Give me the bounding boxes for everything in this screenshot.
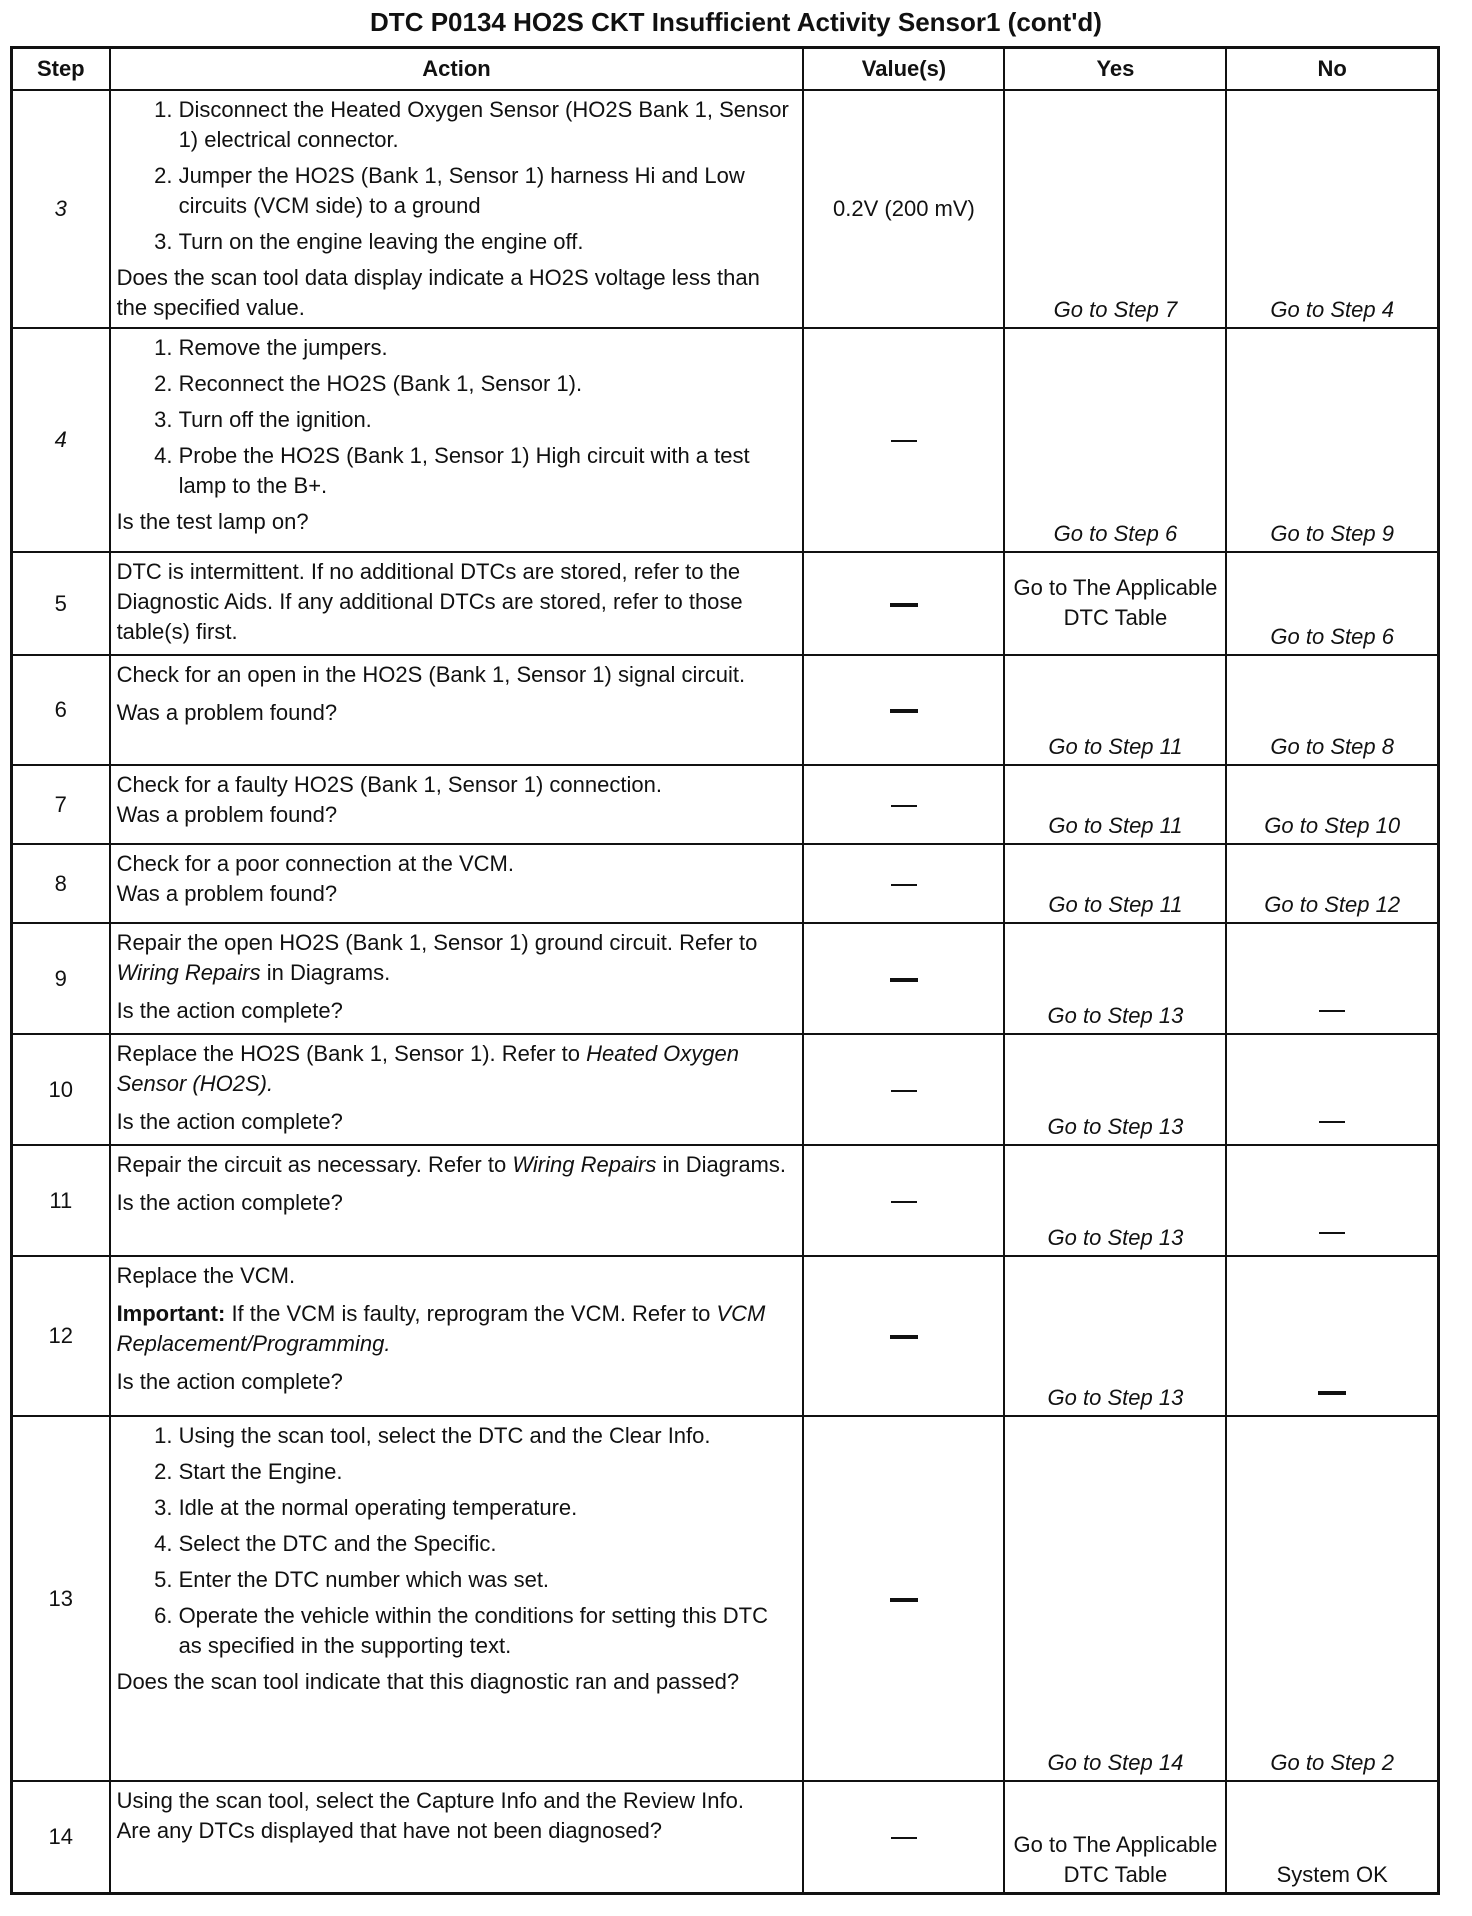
action-text: Check for an open in the HO2S (Bank 1, Sensor 1) signal circuit. (116, 662, 746, 687)
table-header-row (12, 48, 1439, 91)
dash-mark (891, 1201, 917, 1203)
value-cell (803, 844, 1004, 923)
yes-cell: Go to Step 13 (1004, 923, 1226, 1034)
action-list-item: 3. Idle at the normal operating temperature. (179, 1493, 797, 1523)
action-text-part: Repair the open HO2S (Bank 1, Sensor 1) ground circuit. Refer to (116, 930, 758, 955)
yes-cell: Go to Step 11 (1004, 765, 1226, 844)
important-text: If the VCM is faulty, reprogram the VCM. Refer to (225, 1301, 717, 1326)
action-question: Does the scan tool data display indicate a HO2S voltage less than the specified value. (116, 265, 760, 320)
table-row (12, 923, 1439, 1034)
action-text: Replace the VCM. (116, 1263, 296, 1288)
value-cell (803, 328, 1004, 552)
step-number: 14 (12, 1781, 110, 1893)
table-row (12, 1145, 1439, 1256)
action-text-part: in Diagrams. (656, 1152, 786, 1177)
action-question: Is the action complete? (116, 1109, 343, 1134)
action-list-item: 1. Using the scan tool, select the DTC and the Clear Info. (179, 1421, 797, 1451)
step-number: 3 (12, 90, 110, 328)
step-number: 10 (12, 1034, 110, 1145)
action-text-part: Repair the circuit as necessary. Refer to (116, 1152, 513, 1177)
yes-cell: Go to Step 6 (1004, 328, 1226, 552)
step-number: 8 (12, 844, 110, 923)
no-cell (1226, 1256, 1438, 1416)
table-row (12, 552, 1439, 655)
no-cell (1226, 1034, 1438, 1145)
action-cell (110, 765, 804, 844)
action-question: Are any DTCs displayed that have not been diagnosed? (116, 1818, 663, 1843)
table-row (12, 1781, 1439, 1893)
dash-mark (890, 1598, 918, 1602)
dash-mark (1319, 1010, 1345, 1012)
reference-link[interactable]: Wiring Repairs (512, 1152, 657, 1177)
reference-link[interactable]: Heated Oxygen Sensor (HO2S). (116, 1041, 739, 1096)
dash-mark (891, 1090, 917, 1092)
action-cell (110, 328, 804, 552)
no-cell: Go to Step 8 (1226, 655, 1438, 765)
value-cell (803, 765, 1004, 844)
no-cell: Go to Step 10 (1226, 765, 1438, 844)
dash-mark (891, 884, 917, 886)
table-row (12, 765, 1439, 844)
action-text: Check for a poor connection at the VCM. (116, 851, 514, 876)
yes-cell: Go to Step 7 (1004, 90, 1226, 328)
action-cell (110, 655, 804, 765)
dash-mark (890, 978, 918, 982)
yes-cell: Go to Step 13 (1004, 1034, 1226, 1145)
action-list-item: 2. Jumper the HO2S (Bank 1, Sensor 1) harness Hi and Low circuits (VCM side) to a ground (179, 161, 797, 221)
action-cell (110, 1416, 804, 1781)
dash-mark (890, 1335, 918, 1339)
yes-cell: Go to Step 14 (1004, 1416, 1226, 1781)
yes-cell: Go to Step 11 (1004, 655, 1226, 765)
no-cell: Go to Step 2 (1226, 1416, 1438, 1781)
action-list-item: 5. Enter the DTC number which was set. (179, 1565, 797, 1595)
step-number: 7 (12, 765, 110, 844)
action-question: Is the action complete? (116, 1190, 343, 1215)
action-cell: DTC is intermittent. If no additional DTCs are stored, refer to the Diagnostic Aids. If any additional DTCs are stored, refer to those table(s) first. (110, 552, 804, 655)
action-question: Is the action complete? (116, 998, 343, 1023)
no-cell: System OK (1226, 1781, 1438, 1893)
step-number: 9 (12, 923, 110, 1034)
table-row (12, 328, 1439, 552)
yes-cell: Go to The Applicable DTC Table (1004, 552, 1226, 655)
no-cell: Go to Step 4 (1226, 90, 1438, 328)
step-number: 13 (12, 1416, 110, 1781)
action-list-item: 2. Reconnect the HO2S (Bank 1, Sensor 1). (179, 369, 797, 399)
dash-mark (890, 603, 918, 607)
action-question: Is the test lamp on? (116, 509, 309, 534)
step-number: 4 (12, 328, 110, 552)
yes-cell: Go to Step 13 (1004, 1256, 1226, 1416)
step-number: 6 (12, 655, 110, 765)
action-cell (110, 1034, 804, 1145)
step-number: 12 (12, 1256, 110, 1416)
no-cell (1226, 1145, 1438, 1256)
dash-mark (891, 440, 917, 442)
important-note (117, 1299, 797, 1359)
table-row (12, 844, 1439, 923)
value-cell (803, 655, 1004, 765)
table-row (12, 1034, 1439, 1145)
important-label: Important: (116, 1301, 226, 1326)
action-question: Was a problem found? (116, 802, 338, 827)
action-text: Check for a faulty HO2S (Bank 1, Sensor 1) connection. (116, 772, 662, 797)
action-text (117, 1039, 797, 1099)
action-list-item: 4. Select the DTC and the Specific. (179, 1529, 797, 1559)
value-cell (803, 552, 1004, 655)
dash-mark (891, 805, 917, 807)
reference-link[interactable]: VCM Replacement/Programming. (116, 1301, 766, 1356)
action-list-item: 3. Turn on the engine leaving the engine off. (179, 227, 797, 257)
action-text (117, 928, 797, 988)
action-question: Was a problem found? (116, 881, 338, 906)
value-cell (803, 1781, 1004, 1893)
dash-mark (1319, 1232, 1345, 1234)
header-step: Step (12, 48, 110, 91)
header-values: Value(s) (803, 48, 1004, 91)
action-text: Using the scan tool, select the Capture Info and the Review Info. (116, 1788, 744, 1813)
action-cell (110, 90, 804, 328)
action-list-item: 1. Remove the jumpers. (179, 333, 797, 363)
dash-mark (891, 1837, 917, 1839)
action-text (117, 1150, 797, 1180)
value-cell (803, 1416, 1004, 1781)
action-question: Does the scan tool indicate that this diagnostic ran and passed? (116, 1669, 740, 1694)
dash-mark (1319, 1121, 1345, 1123)
page-title: DTC P0134 HO2S CKT Insufficient Activity Sensor1 (cont'd) (370, 7, 1102, 37)
action-text-part: in Diagrams. (260, 960, 391, 985)
header-action: Action (110, 48, 804, 91)
no-cell: Go to Step 9 (1226, 328, 1438, 552)
header-yes: Yes (1004, 48, 1226, 91)
action-list-item: 6. Operate the vehicle within the conditions for setting this DTC as specified in the supporting text. (179, 1601, 797, 1661)
action-question: Is the action complete? (116, 1369, 343, 1394)
step-number: 5 (12, 552, 110, 655)
action-cell (110, 1145, 804, 1256)
action-text-part: Replace the HO2S (Bank 1, Sensor 1). Refer to (116, 1041, 587, 1066)
no-cell (1226, 923, 1438, 1034)
action-list-item: 4. Probe the HO2S (Bank 1, Sensor 1) High circuit with a test lamp to the B+. (179, 441, 797, 501)
value-cell (803, 1256, 1004, 1416)
table-row (12, 655, 1439, 765)
action-cell (110, 1256, 804, 1416)
table-row (12, 90, 1439, 328)
reference-link[interactable]: Wiring Repairs (116, 960, 261, 985)
yes-cell: Go to Step 13 (1004, 1145, 1226, 1256)
header-no: No (1226, 48, 1438, 91)
action-cell (110, 923, 804, 1034)
dash-mark (1318, 1391, 1346, 1395)
no-cell: Go to Step 12 (1226, 844, 1438, 923)
yes-cell: Go to The Applicable DTC Table (1004, 1781, 1226, 1893)
action-list-item: 3. Turn off the ignition. (179, 405, 797, 435)
value-cell (803, 1034, 1004, 1145)
step-number: 11 (12, 1145, 110, 1256)
yes-cell: Go to Step 11 (1004, 844, 1226, 923)
value-cell: 0.2V (200 mV) (803, 90, 1004, 328)
diagnostic-table (10, 46, 1440, 1895)
value-cell (803, 1145, 1004, 1256)
action-cell (110, 844, 804, 923)
action-question: Was a problem found? (116, 700, 338, 725)
table-row (12, 1256, 1439, 1416)
dash-mark (890, 709, 918, 713)
value-cell (803, 923, 1004, 1034)
action-list-item: 1. Disconnect the Heated Oxygen Sensor (HO2S Bank 1, Sensor 1) electrical connector. (179, 95, 797, 155)
no-cell: Go to Step 6 (1226, 552, 1438, 655)
table-row (12, 1416, 1439, 1781)
action-cell (110, 1781, 804, 1893)
action-list-item: 2. Start the Engine. (179, 1457, 797, 1487)
